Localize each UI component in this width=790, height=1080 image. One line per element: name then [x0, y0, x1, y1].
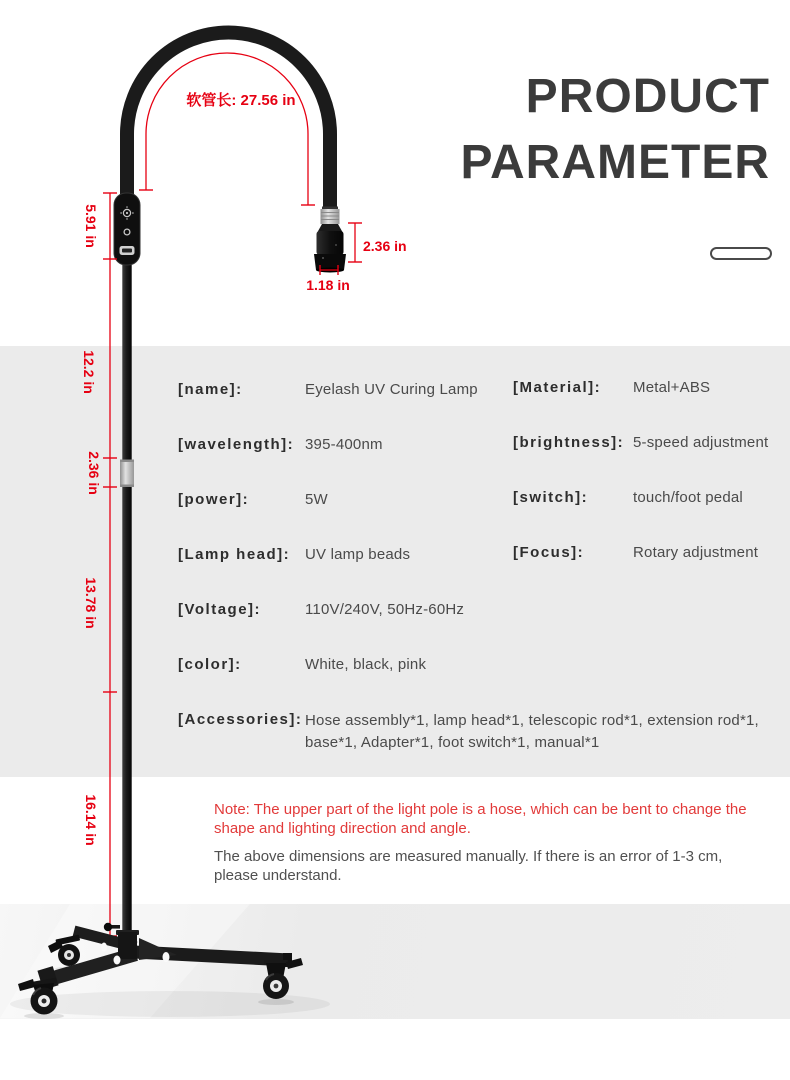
spec-label-brightness: [brightness]:	[513, 434, 625, 451]
spec-label-name: [name]:	[178, 381, 243, 398]
spec-label-lamp-head: [Lamp head]:	[178, 546, 291, 563]
spec-label-power: [power]:	[178, 491, 250, 508]
dimension-label-lower-pole: 13.78 in	[83, 577, 99, 629]
spec-value-accessories: Hose assembly*1, lamp head*1, telescopic rod*1, extension rod*1, base*1, Adapter*1, foot switch*1, manual*1	[305, 712, 759, 751]
note-disclaimer: The above dimensions are measured manually. If there is an error of 1-3 cm, please understand.	[214, 848, 723, 884]
spec-value-focus: Rotary adjustment	[633, 544, 759, 561]
dimension-label-mid-pole: 12.2 in	[81, 350, 97, 394]
spec-value-brightness: 5-speed adjustment	[633, 434, 769, 451]
spec-value-name: Eyelash UV Curing Lamp	[305, 381, 478, 398]
dimension-label-collar: 2.36 in	[86, 451, 102, 495]
spec-label-color: [color]:	[178, 656, 242, 673]
spec-value-material: Metal+ABS	[633, 379, 711, 396]
spec-value-power: 5W	[305, 491, 328, 508]
decor-capsule	[710, 247, 772, 260]
dimension-line-left	[103, 193, 117, 936]
spec-label-focus: [Focus]:	[513, 544, 585, 561]
spec-value-lamp-head: UV lamp beads	[305, 546, 411, 563]
lamp-pole	[120, 200, 134, 942]
lamp-head	[314, 207, 346, 273]
page-title-line2: PARAMETER	[460, 136, 770, 189]
note-warning: Note: The upper part of the light pole is a hose, which can be bent to change the shape and lighting direction and angle.	[214, 801, 747, 837]
spec-label-accessories: [Accessories]:	[178, 711, 303, 728]
spec-value-voltage: 110V/240V, 50Hz-60Hz	[305, 601, 465, 618]
control-panel	[114, 193, 140, 265]
switch-button-icon	[120, 246, 135, 255]
spec-value-wavelength: 395-400nm	[305, 436, 383, 453]
caster-wheel-right	[263, 958, 303, 999]
pole-collar	[120, 460, 134, 488]
page-title	[0, 64, 770, 196]
spec-label-material: [Material]:	[513, 379, 602, 396]
head-connector	[321, 207, 340, 225]
dimension-label-upper-pole: 5.91 in	[83, 204, 99, 248]
head-height-dimension	[348, 223, 362, 262]
spec-label-voltage: [Voltage]:	[178, 601, 262, 618]
head-height-label: 2.36 in	[363, 238, 407, 254]
hose-length-label: 软管长: 27.56 in	[186, 92, 296, 109]
spec-value-switch: touch/foot pedal	[633, 489, 743, 506]
spec-label-switch: [switch]:	[513, 489, 589, 506]
spec-label-wavelength: [wavelength]:	[178, 436, 295, 453]
head-width-label: 1.18 in	[306, 277, 350, 293]
dimension-label-bottom-pole: 16.14 in	[83, 794, 99, 846]
spec-value-color: White, black, pink	[305, 656, 427, 673]
page-title-line1: PRODUCT	[525, 70, 770, 123]
